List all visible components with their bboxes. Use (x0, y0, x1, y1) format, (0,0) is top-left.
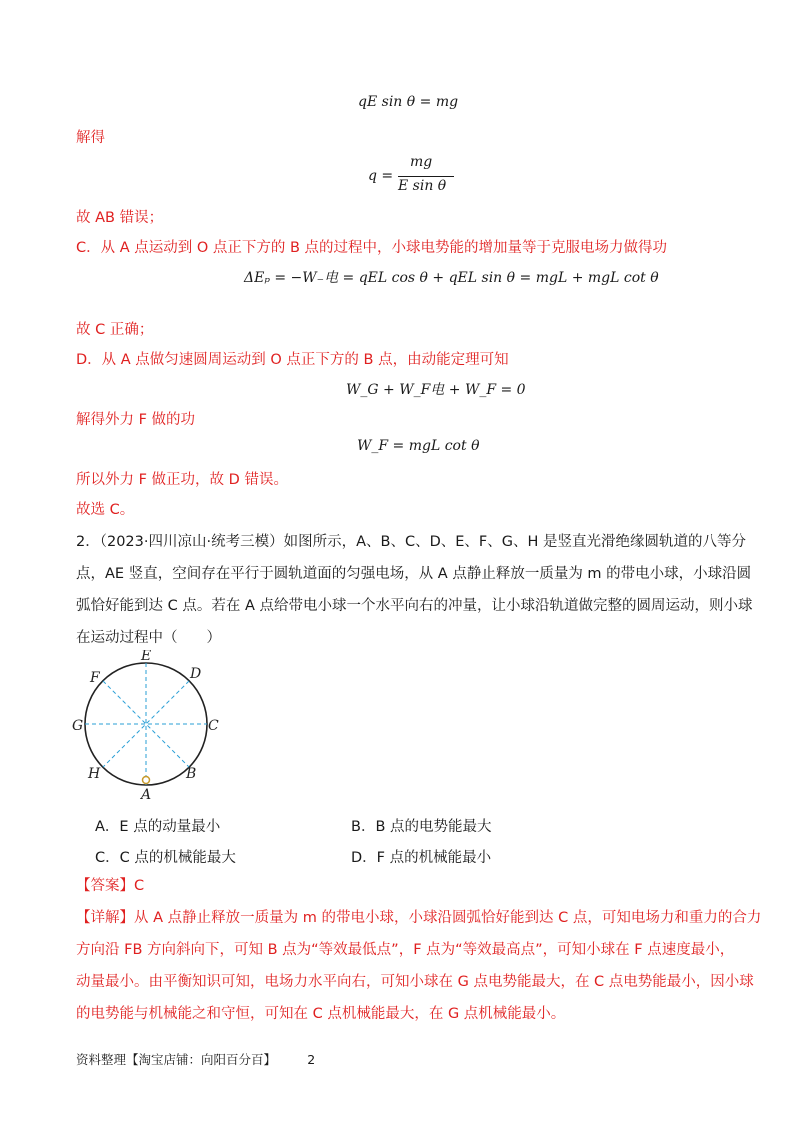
answer-label: 【答案】C (76, 878, 145, 894)
text-d-wrong: 所以外力 F 做正功，故 D 错误。 (76, 472, 288, 488)
detail-line-2: 方向沿 FB 方向斜向下，可知 B 点为“等效最低点”，F 点为“等效最高点”，可知小球在 F 点速度最小， (76, 942, 735, 958)
question-2-line-3: 弧恰好能到达 C 点。若在 A 点给带电小球一个水平向右的冲量，让小球沿轨道做完整的圆周运动，则小球 (76, 598, 753, 614)
option-c[interactable]: C．C 点的机械能最大 (95, 850, 236, 866)
question-2-line-1: 2．（2023·四川凉山·统考三模）如图所示，A、B、C、D、E、F、G、H 是竖直光滑绝缘圆轨道的八等分 (76, 534, 746, 550)
label-E: E (141, 650, 152, 664)
text-choose-c: 故选 C。 (76, 502, 135, 518)
frac-numerator: mg (410, 154, 433, 170)
fraction-equation (368, 156, 458, 198)
circle-track-diagram (66, 650, 226, 800)
question-2-line-2: 点，AE 竖直，空间存在平行于圆轨道面的匀强电场，从 A 点静止释放一质量为 m 的带电小球，小球沿圆 (76, 566, 752, 582)
option-b[interactable]: B．B 点的电势能最大 (351, 819, 492, 835)
label-G: G (72, 718, 84, 734)
detail-line-4: 的电势能与机械能之和守恒，可知在 C 点机械能最大，在 G 点机械能最小。 (76, 1006, 566, 1022)
frac-bar (398, 176, 454, 177)
label-C: C (208, 718, 219, 734)
text-c-correct: 故 C 正确； (76, 322, 154, 338)
option-a[interactable]: A．E 点的动量最小 (95, 819, 221, 835)
equation-qE-sin: qE sin θ = mg (358, 94, 459, 110)
question-2-line-4: 在运动过程中（ ） (76, 630, 221, 646)
text-option-c-analysis: C．从 A 点运动到 O 点正下方的 B 点的过程中，小球电势能的增加量等于克服电场力做得功 (76, 240, 668, 256)
text-jiede-2: 解得外力 F 做的功 (76, 412, 196, 428)
label-B: B (186, 766, 197, 782)
charged-ball (143, 777, 150, 784)
detail-line-3: 动量最小。由平衡知识可知，电场力水平向右，可知小球在 G 点电势能最大，在 C 点电势能最小，因小球 (76, 974, 754, 990)
label-F: F (90, 670, 100, 686)
text-ab-wrong: 故 AB 错误； (76, 210, 164, 226)
page-footer: 资料整理【淘宝店铺：向阳百分百】 2 (76, 1052, 316, 1067)
equation-delta-ep: ΔEₚ = −W₋电 = qEL cos θ + qEL sin θ = mgL + mgL cot θ (244, 270, 659, 286)
frac-lhs: q = (368, 168, 394, 184)
text-jiede-1: 解得 (76, 130, 105, 146)
text-option-d-analysis: D．从 A 点做匀速圆周运动到 O 点正下方的 B 点，由动能定理可知 (76, 352, 509, 368)
detail-line-1: 【详解】从 A 点静止释放一质量为 m 的带电小球，小球沿圆弧恰好能到达 C 点，可知电场力和重力的合力 (76, 910, 762, 926)
option-d[interactable]: D．F 点的机械能最小 (351, 850, 492, 866)
equation-work-sum: W_G + W_F电 + W_F = 0 (346, 382, 526, 398)
label-D: D (190, 666, 202, 682)
label-H: H (88, 766, 101, 782)
equation-work-f: W_F = mgL cot θ (357, 438, 480, 454)
frac-denominator: E sin θ (398, 178, 447, 194)
label-A: A (141, 787, 152, 800)
